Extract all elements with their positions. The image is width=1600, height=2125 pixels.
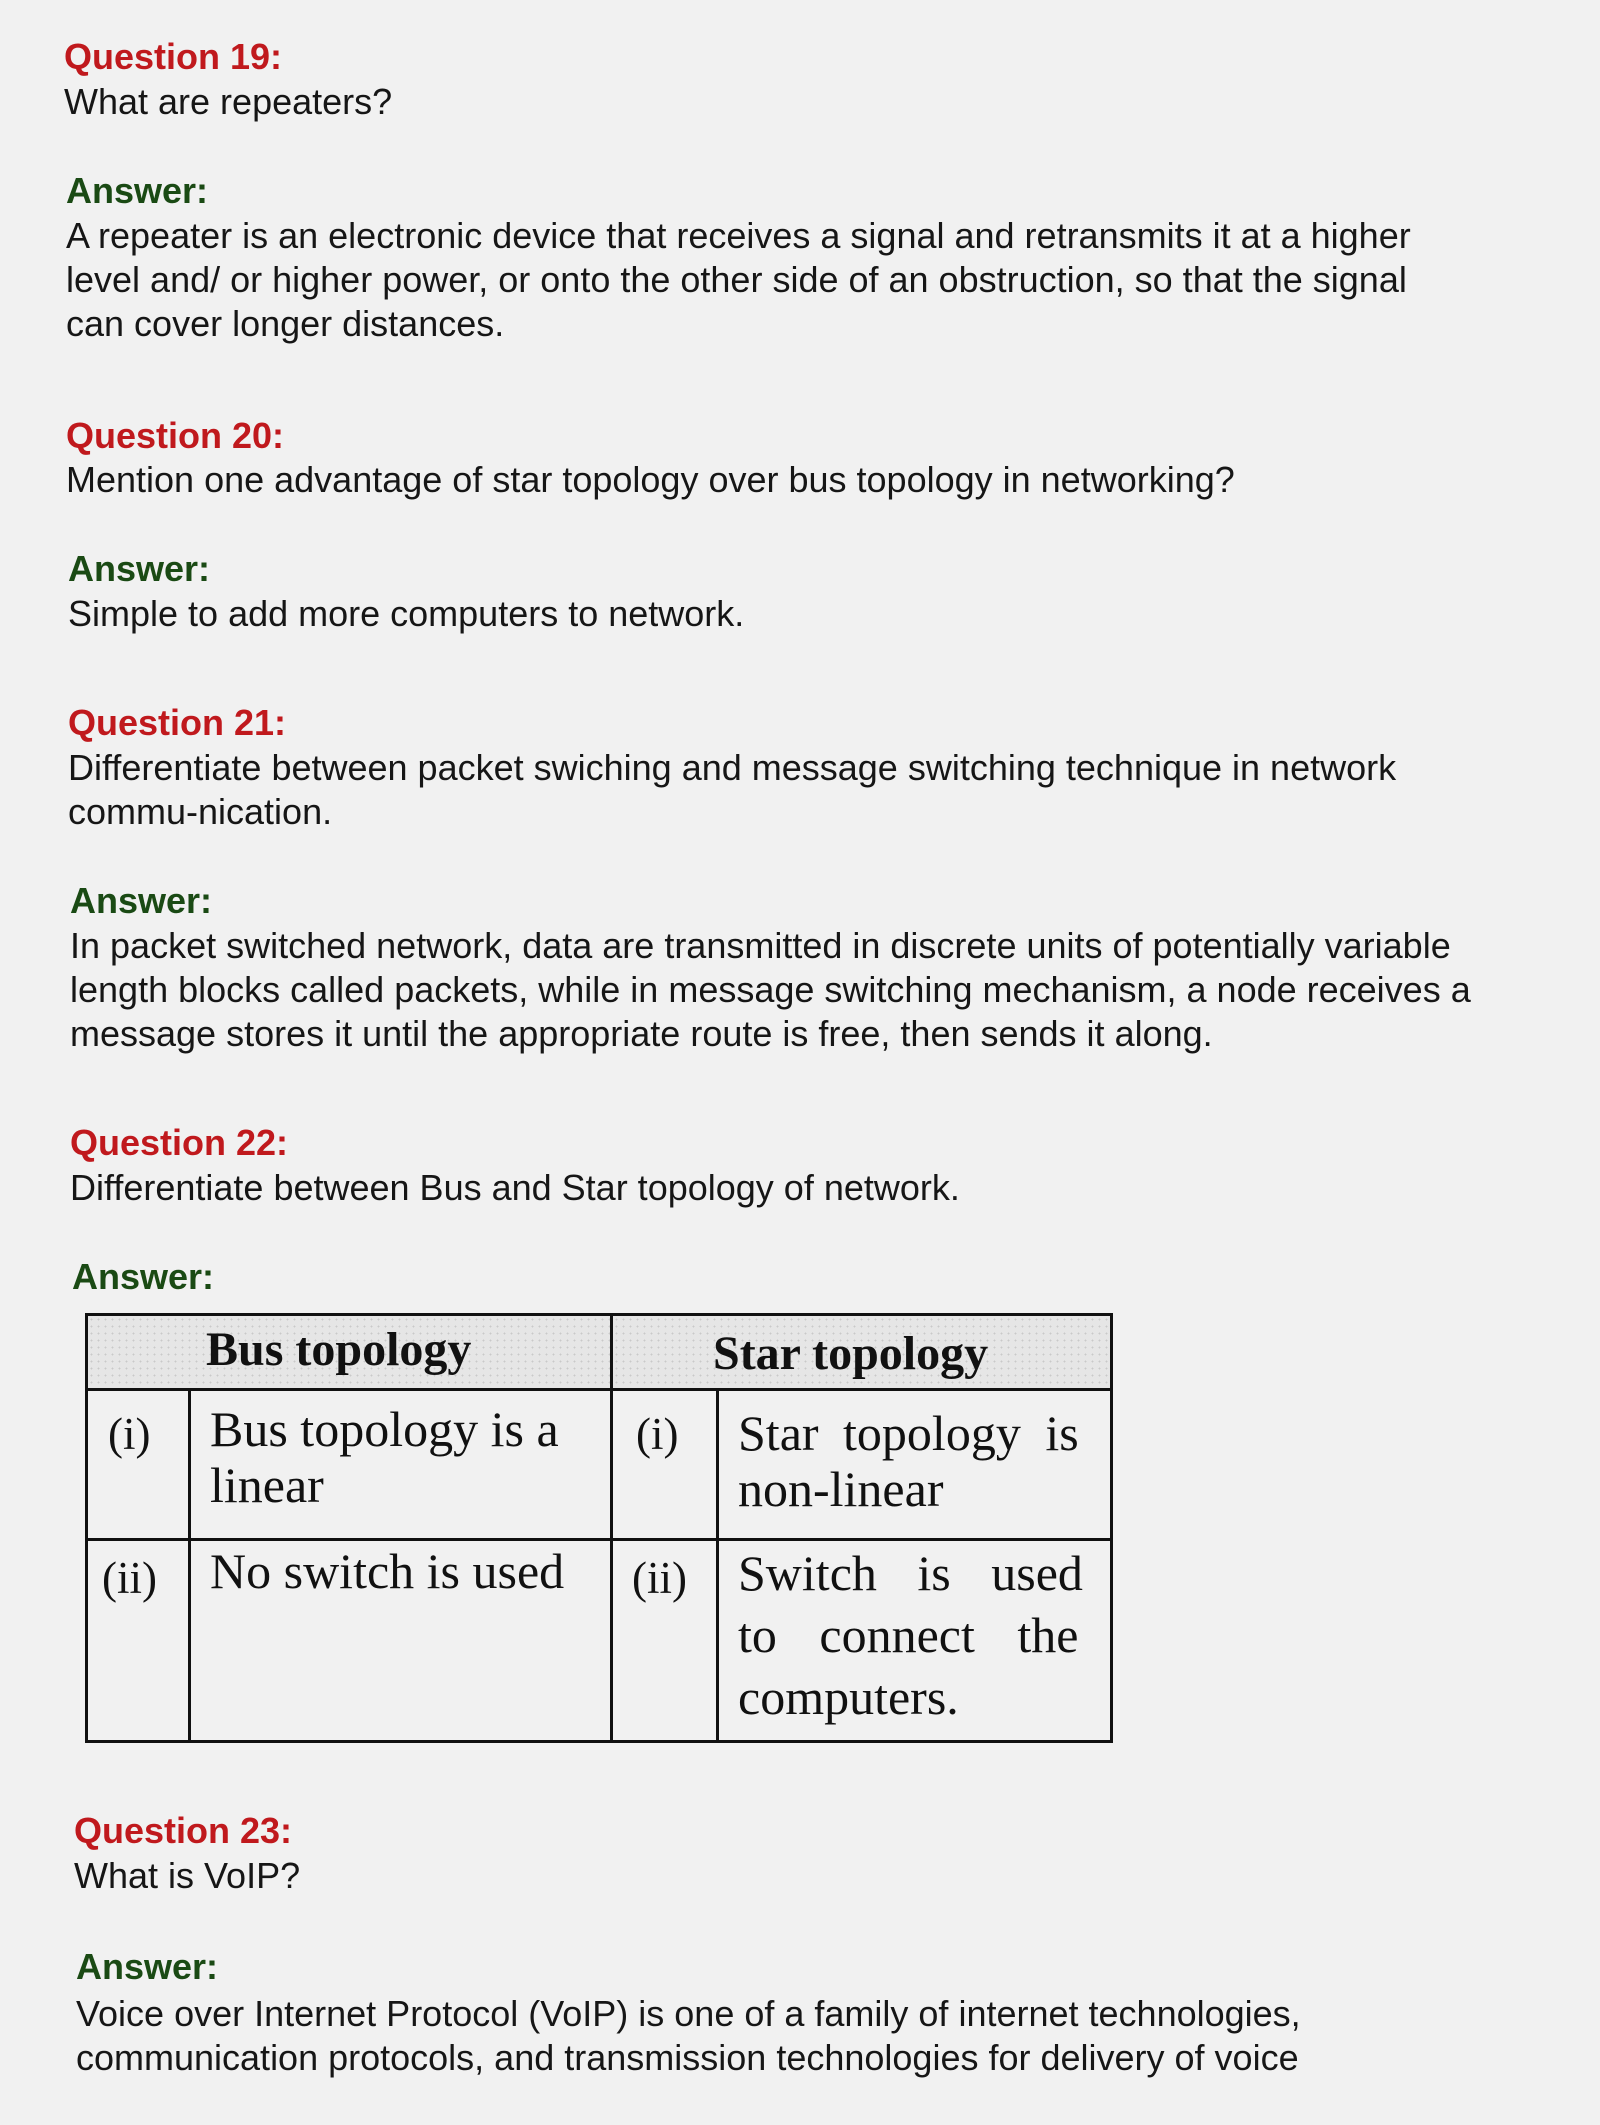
table-cell-line: Star topology is xyxy=(738,1405,1079,1461)
answer-text-line: message stores it until the appropriate route is free, then sends it along. xyxy=(70,1013,1213,1054)
question-23-answer-label: Answer: xyxy=(76,1946,219,1987)
table-cell-bus xyxy=(210,1398,559,1516)
question-text-line: commu-nication. xyxy=(68,791,333,832)
answer-text-line: Voice over Internet Protocol (VoIP) is one of a family of internet technologies, xyxy=(76,1993,1301,2034)
question-23-answer-text xyxy=(76,1992,1301,2080)
question-21-label: Question 21: xyxy=(68,702,287,743)
answer-text-line: can cover longer distances. xyxy=(66,303,505,344)
table-cell-line: linear xyxy=(210,1457,324,1513)
question-text-line: What is VoIP? xyxy=(74,1855,301,1896)
question-22-label: Question 22: xyxy=(70,1122,289,1163)
table-cell-bus xyxy=(210,1540,564,1602)
answer-text-line: A repeater is an electronic device that receives a signal and retransmits it at a higher xyxy=(66,215,1411,256)
table-header-bus xyxy=(88,1316,610,1388)
table-divider xyxy=(88,1388,1110,1391)
table-header-label: Star topology xyxy=(713,1327,989,1380)
question-19-answer-text xyxy=(66,214,1411,346)
question-text-line: What are repeaters? xyxy=(64,81,393,122)
table-header-star xyxy=(613,1316,1110,1388)
question-text-line: Mention one advantage of star topology over bus topology in networking? xyxy=(66,459,1235,500)
table-divider xyxy=(188,1388,191,1740)
table-row-number: (ii) xyxy=(102,1553,157,1603)
table-header-label: Bus topology xyxy=(206,1323,472,1376)
table-divider xyxy=(610,1316,613,1740)
table-row-number: (i) xyxy=(636,1409,679,1459)
question-21-answer-label: Answer: xyxy=(70,880,213,921)
table-divider xyxy=(716,1388,719,1740)
question-20-answer-label: Answer: xyxy=(68,548,211,589)
table-row-number: (i) xyxy=(108,1409,151,1459)
answer-text-line: In packet switched network, data are transmitted in discrete units of potentially variable xyxy=(70,925,1451,966)
question-21-text xyxy=(68,746,1396,834)
table-cell-line: computers. xyxy=(738,1669,959,1725)
table-cell-line: non-linear xyxy=(738,1461,944,1517)
question-23-label: Question 23: xyxy=(74,1810,293,1851)
question-22-text xyxy=(70,1166,960,1210)
question-20-answer-text xyxy=(68,592,744,636)
table-cell-star xyxy=(738,1402,1079,1520)
question-22-answer-label: Answer: xyxy=(72,1256,215,1297)
question-19-label: Question 19: xyxy=(64,36,283,77)
question-text-line: Differentiate between packet swiching and message switching technique in network xyxy=(68,747,1397,788)
table-cell-star xyxy=(738,1542,1083,1728)
question-20-text xyxy=(66,458,1235,502)
table-cell-line: No switch is used xyxy=(210,1543,565,1599)
question-20-label: Question 20: xyxy=(66,415,285,456)
answer-text-line: length blocks called packets, while in message switching mechanism, a node receives a xyxy=(70,969,1471,1010)
table-cell-line: Switch is used xyxy=(738,1545,1083,1601)
question-21-answer-text xyxy=(70,924,1471,1056)
question-19-text xyxy=(64,80,392,124)
topology-comparison-table xyxy=(85,1313,1113,1743)
answer-text-line: communication protocols, and transmission technologies for delivery of voice xyxy=(76,2037,1299,2078)
answer-text-line: Simple to add more computers to network. xyxy=(68,593,745,634)
question-19-answer-label: Answer: xyxy=(66,170,209,211)
table-cell-line: to connect the xyxy=(738,1607,1079,1663)
question-23-text xyxy=(74,1854,300,1898)
table-row-number: (ii) xyxy=(632,1553,687,1603)
answer-text-line: level and/ or higher power, or onto the other side of an obstruction, so that the signal xyxy=(66,259,1407,300)
question-text-line: Differentiate between Bus and Star topology of network. xyxy=(70,1167,960,1208)
table-cell-line: Bus topology is a xyxy=(210,1401,559,1457)
